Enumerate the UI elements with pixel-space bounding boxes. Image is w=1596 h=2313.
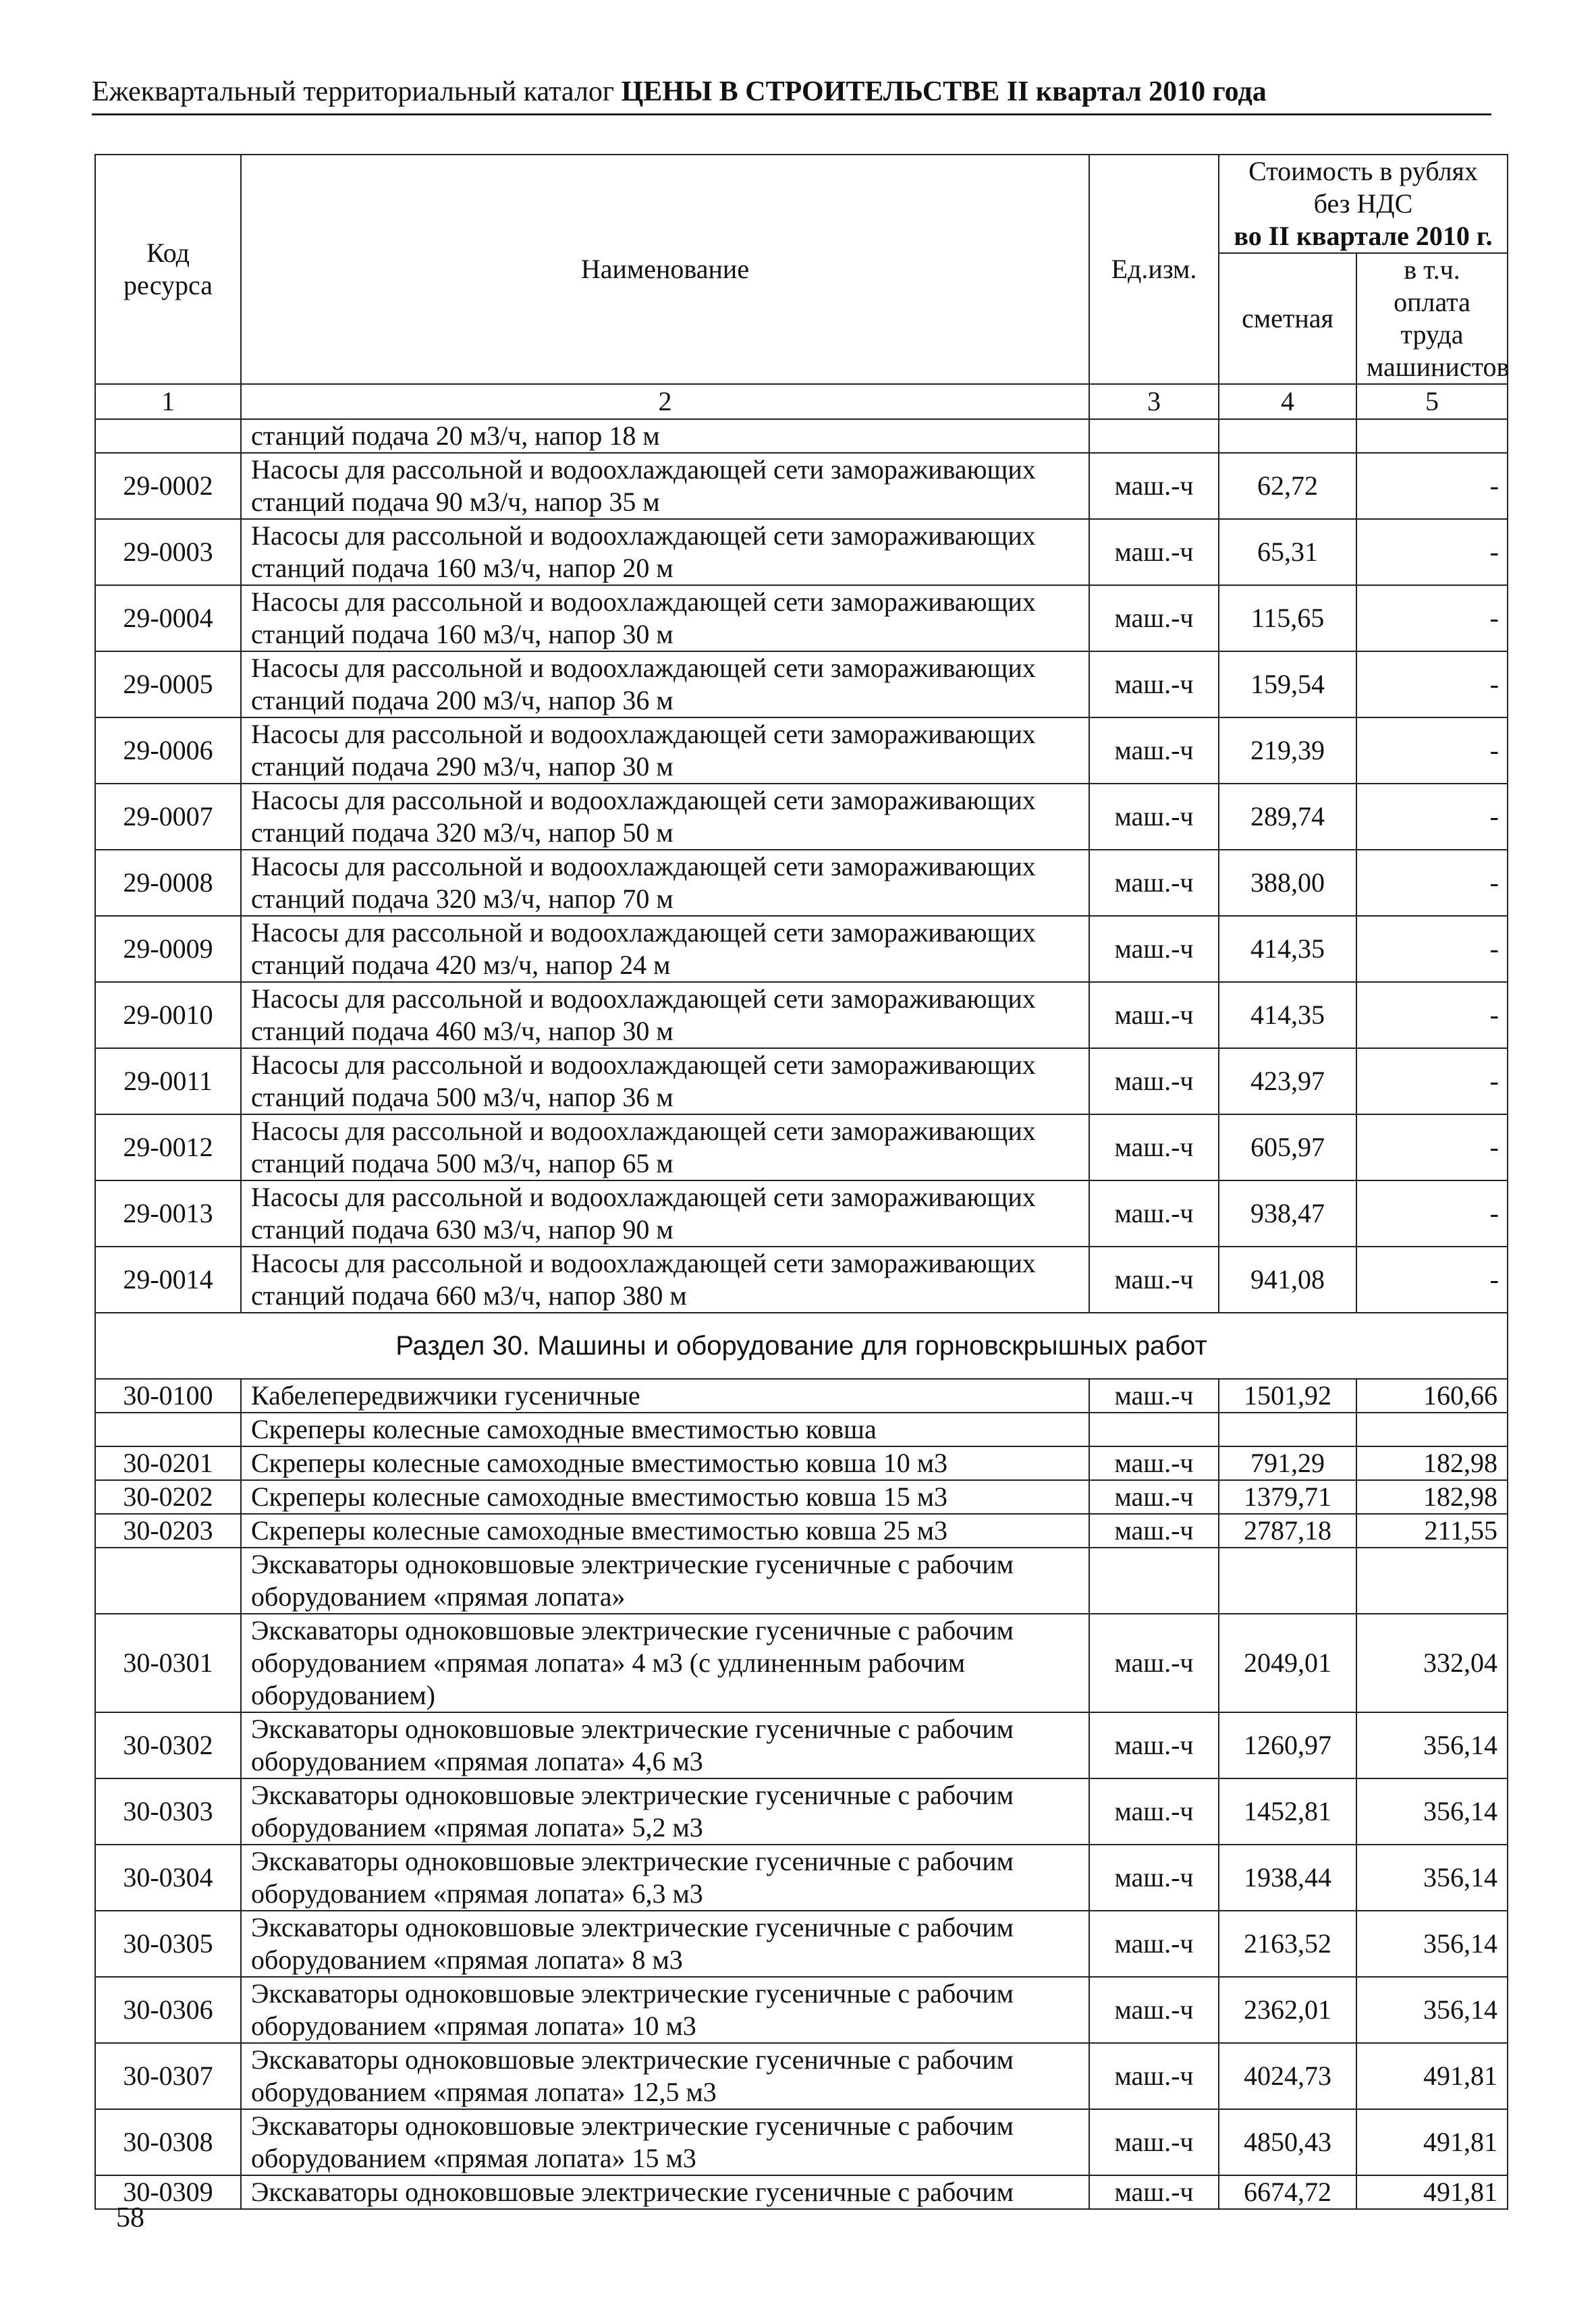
table-row [95, 916, 1508, 982]
row-code [95, 1413, 241, 1446]
row-wage: 356,14 [1356, 1778, 1508, 1845]
row-unit: маш.-ч [1089, 1379, 1219, 1413]
row-name: Насосы для рассольной и водоохлаждающей сети замораживающих станций подача 320 м3/ч, напор 50 м [241, 784, 1089, 850]
row-wage: 491,81 [1356, 2175, 1508, 2209]
row-name: Насосы для рассольной и водоохлаждающей сети замораживающих станций подача 200 м3/ч, напор 36 м [241, 651, 1089, 717]
header-operator-pay: в т.ч. оплата труда машинистов [1356, 253, 1508, 384]
row-code: 30-0100 [95, 1379, 241, 1413]
row-name: Экскаваторы одноковшовые электрические гусеничные с рабочим оборудованием «прямая лопата» [241, 1548, 1089, 1614]
table-row [95, 1911, 1508, 1977]
row-price: 414,35 [1219, 916, 1356, 982]
row-code: 30-0308 [95, 2109, 241, 2175]
table-row [95, 2043, 1508, 2109]
row-price: 65,31 [1219, 519, 1356, 585]
row-unit: маш.-ч [1089, 519, 1219, 585]
row-name: Экскаваторы одноковшовые электрические гусеничные с рабочим оборудованием «прямая лопата» 12,5 м3 [241, 2043, 1089, 2109]
table-row [95, 1413, 1508, 1446]
row-name: Скреперы колесные самоходные вместимостью ковша [241, 1413, 1089, 1446]
table-row [95, 419, 1508, 453]
row-unit: маш.-ч [1089, 1114, 1219, 1180]
table-row [95, 1180, 1508, 1247]
row-name: Насосы для рассольной и водоохлаждающей сети замораживающих станций подача 500 м3/ч, напор 65 м [241, 1114, 1089, 1180]
row-price: 605,97 [1219, 1114, 1356, 1180]
row-price: 791,29 [1219, 1446, 1356, 1480]
header-title: ЦЕНЫ В СТРОИТЕЛЬСТВЕ [621, 76, 1000, 107]
row-name: Насосы для рассольной и водоохлаждающей сети замораживающих станций подача 460 м3/ч, напор 30 м [241, 982, 1089, 1048]
table-row [95, 2109, 1508, 2175]
row-price: 414,35 [1219, 982, 1356, 1048]
row-code: 30-0302 [95, 1712, 241, 1778]
row-price: 941,08 [1219, 1247, 1356, 1313]
page-header [92, 73, 1491, 111]
row-wage [1356, 419, 1508, 453]
row-name: Насосы для рассольной и водоохлаждающей сети замораживающих станций подача 160 м3/ч, напор 20 м [241, 519, 1089, 585]
row-code: 30-0306 [95, 1977, 241, 2043]
row-wage: - [1356, 916, 1508, 982]
row-price: 1379,71 [1219, 1480, 1356, 1514]
row-code: 30-0305 [95, 1911, 241, 1977]
row-price: 1452,81 [1219, 1778, 1356, 1845]
row-name: Насосы для рассольной и водоохлаждающей сети замораживающих станций подача 320 м3/ч, напор 70 м [241, 850, 1089, 916]
table-row [95, 982, 1508, 1048]
row-wage: - [1356, 585, 1508, 651]
section-row [95, 1313, 1508, 1379]
table-row [95, 2175, 1508, 2209]
row-code: 29-0003 [95, 519, 241, 585]
row-code: 29-0002 [95, 453, 241, 519]
column-number: 2 [241, 384, 1089, 419]
row-wage: 356,14 [1356, 1712, 1508, 1778]
header-estimated: сметная [1219, 253, 1356, 384]
row-unit: маш.-ч [1089, 1180, 1219, 1247]
table-row [95, 585, 1508, 651]
row-name: Скреперы колесные самоходные вместимостью ковша 10 м3 [241, 1446, 1089, 1480]
row-unit: маш.-ч [1089, 2109, 1219, 2175]
table-row [95, 453, 1508, 519]
column-number: 5 [1356, 384, 1508, 419]
header-suffix: II квартал 2010 года [1006, 76, 1267, 107]
row-price [1219, 1413, 1356, 1446]
row-code: 29-0006 [95, 717, 241, 784]
table-row [95, 519, 1508, 585]
row-code [95, 1548, 241, 1614]
row-name: Экскаваторы одноковшовые электрические гусеничные с рабочим [241, 2175, 1089, 2209]
row-code: 29-0014 [95, 1247, 241, 1313]
table-row [95, 1379, 1508, 1413]
row-wage: - [1356, 982, 1508, 1048]
row-code: 29-0008 [95, 850, 241, 916]
row-code: 30-0303 [95, 1778, 241, 1845]
row-code: 29-0007 [95, 784, 241, 850]
row-wage: 491,81 [1356, 2109, 1508, 2175]
row-unit: маш.-ч [1089, 850, 1219, 916]
row-unit: маш.-ч [1089, 1446, 1219, 1480]
row-wage: 491,81 [1356, 2043, 1508, 2109]
row-wage: 356,14 [1356, 1977, 1508, 2043]
table-row [95, 651, 1508, 717]
row-price: 62,72 [1219, 453, 1356, 519]
row-price: 159,54 [1219, 651, 1356, 717]
column-number: 1 [95, 384, 241, 419]
row-code: 29-0010 [95, 982, 241, 1048]
row-name: Насосы для рассольной и водоохлаждающей сети замораживающих станций подача 630 м3/ч, напор 90 м [241, 1180, 1089, 1247]
header-cost-period: во II квартале 2010 г. [1234, 221, 1493, 251]
row-price [1219, 419, 1356, 453]
row-wage: - [1356, 784, 1508, 850]
header-cost-group: Стоимость в рублях без НДС [1248, 156, 1478, 219]
row-wage: - [1356, 850, 1508, 916]
row-wage: - [1356, 1114, 1508, 1180]
row-name: Экскаваторы одноковшовые электрические гусеничные с рабочим оборудованием «прямая лопата» 8 м3 [241, 1911, 1089, 1977]
row-price: 423,97 [1219, 1048, 1356, 1114]
row-price: 2049,01 [1219, 1614, 1356, 1712]
header-name: Наименование [241, 155, 1089, 384]
price-table [94, 154, 1508, 2210]
table-row [95, 1446, 1508, 1480]
row-price: 219,39 [1219, 717, 1356, 784]
row-unit: маш.-ч [1089, 1614, 1219, 1712]
row-price: 4024,73 [1219, 2043, 1356, 2109]
row-code: 30-0301 [95, 1614, 241, 1712]
row-wage: 356,14 [1356, 1911, 1508, 1977]
row-unit: маш.-ч [1089, 1845, 1219, 1911]
header-unit: Ед.изм. [1089, 155, 1219, 384]
row-price: 2787,18 [1219, 1514, 1356, 1548]
row-name: Экскаваторы одноковшовые электрические гусеничные с рабочим оборудованием «прямая лопата» 10 м3 [241, 1977, 1089, 2043]
row-code: 29-0012 [95, 1114, 241, 1180]
table-row [95, 850, 1508, 916]
row-code: 29-0005 [95, 651, 241, 717]
row-unit: маш.-ч [1089, 1048, 1219, 1114]
row-unit: маш.-ч [1089, 1247, 1219, 1313]
row-unit: маш.-ч [1089, 982, 1219, 1048]
row-unit: маш.-ч [1089, 1514, 1219, 1548]
header-code: Код ресурса [95, 155, 241, 384]
row-unit: маш.-ч [1089, 717, 1219, 784]
row-code: 30-0201 [95, 1446, 241, 1480]
row-wage: - [1356, 453, 1508, 519]
row-wage [1356, 1548, 1508, 1614]
row-name: Экскаваторы одноковшовые электрические гусеничные с рабочим оборудованием «прямая лопата» 4,6 м3 [241, 1712, 1089, 1778]
table-row [95, 1548, 1508, 1614]
table-row [95, 1977, 1508, 2043]
row-unit: маш.-ч [1089, 1712, 1219, 1778]
row-name: Насосы для рассольной и водоохлаждающей сети замораживающих станций подача 420 мз/ч, напор 24 м [241, 916, 1089, 982]
table-row [95, 1480, 1508, 1514]
row-price: 4850,43 [1219, 2109, 1356, 2175]
row-name: Насосы для рассольной и водоохлаждающей сети замораживающих станций подача 160 м3/ч, напор 30 м [241, 585, 1089, 651]
row-price: 1938,44 [1219, 1845, 1356, 1911]
table-row [95, 784, 1508, 850]
row-wage: - [1356, 1247, 1508, 1313]
row-price: 2362,01 [1219, 1977, 1356, 2043]
row-price: 938,47 [1219, 1180, 1356, 1247]
row-unit: маш.-ч [1089, 1911, 1219, 1977]
row-name: Кабелепередвижчики гусеничные [241, 1379, 1089, 1413]
row-code: 29-0013 [95, 1180, 241, 1247]
row-price: 6674,72 [1219, 2175, 1356, 2209]
section-title: Раздел 30. Машины и оборудование для горновскрышных работ [95, 1313, 1508, 1379]
row-name: Экскаваторы одноковшовые электрические гусеничные с рабочим оборудованием «прямая лопата» 4 м3 (с удлиненным рабочим оборудованием) [241, 1614, 1089, 1712]
table-row [95, 1845, 1508, 1911]
header-prefix: Ежеквартальный территориальный каталог [92, 76, 615, 107]
row-wage: - [1356, 651, 1508, 717]
row-wage: - [1356, 717, 1508, 784]
row-price: 1501,92 [1219, 1379, 1356, 1413]
row-wage: 211,55 [1356, 1514, 1508, 1548]
row-wage: 182,98 [1356, 1446, 1508, 1480]
row-name: Экскаваторы одноковшовые электрические гусеничные с рабочим оборудованием «прямая лопата» 5,2 м3 [241, 1778, 1089, 1845]
table-row [95, 1247, 1508, 1313]
row-unit: маш.-ч [1089, 651, 1219, 717]
row-code [95, 419, 241, 453]
row-unit [1089, 1548, 1219, 1614]
row-wage: 332,04 [1356, 1614, 1508, 1712]
row-price: 2163,52 [1219, 1911, 1356, 1977]
header-rule [92, 113, 1491, 115]
row-code: 29-0011 [95, 1048, 241, 1114]
table-row [95, 1048, 1508, 1114]
row-unit: маш.-ч [1089, 1480, 1219, 1514]
table-row [95, 1712, 1508, 1778]
row-code: 30-0202 [95, 1480, 241, 1514]
row-price [1219, 1548, 1356, 1614]
row-code: 29-0009 [95, 916, 241, 982]
row-wage: - [1356, 519, 1508, 585]
row-name: Насосы для рассольной и водоохлаждающей сети замораживающих станций подача 90 м3/ч, напор 35 м [241, 453, 1089, 519]
column-number-row [95, 384, 1508, 419]
row-price: 388,00 [1219, 850, 1356, 916]
row-name: Скреперы колесные самоходные вместимостью ковша 25 м3 [241, 1514, 1089, 1548]
row-name: Скреперы колесные самоходные вместимостью ковша 15 м3 [241, 1480, 1089, 1514]
row-wage: - [1356, 1180, 1508, 1247]
row-wage: 160,66 [1356, 1379, 1508, 1413]
row-code: 29-0004 [95, 585, 241, 651]
row-unit [1089, 1413, 1219, 1446]
page-number: 58 [116, 2202, 144, 2233]
row-unit: маш.-ч [1089, 2175, 1219, 2209]
row-wage: 182,98 [1356, 1480, 1508, 1514]
row-unit: маш.-ч [1089, 453, 1219, 519]
row-name: Насосы для рассольной и водоохлаждающей сети замораживающих станций подача 660 м3/ч, напор 380 м [241, 1247, 1089, 1313]
row-name: Экскаваторы одноковшовые электрические гусеничные с рабочим оборудованием «прямая лопата» 6,3 м3 [241, 1845, 1089, 1911]
row-unit: маш.-ч [1089, 2043, 1219, 2109]
row-unit: маш.-ч [1089, 585, 1219, 651]
table-row [95, 1514, 1508, 1548]
row-name: Экскаваторы одноковшовые электрические гусеничные с рабочим оборудованием «прямая лопата» 15 м3 [241, 2109, 1089, 2175]
row-code: 30-0309 [95, 2175, 241, 2209]
table-row [95, 1614, 1508, 1712]
table-row [95, 1778, 1508, 1845]
table-row [95, 717, 1508, 784]
column-number: 4 [1219, 384, 1356, 419]
row-price: 289,74 [1219, 784, 1356, 850]
row-price: 1260,97 [1219, 1712, 1356, 1778]
row-name: Насосы для рассольной и водоохлаждающей сети замораживающих станций подача 290 м3/ч, напор 30 м [241, 717, 1089, 784]
row-name: станций подача 20 м3/ч, напор 18 м [241, 419, 1089, 453]
row-wage: - [1356, 1048, 1508, 1114]
row-wage: 356,14 [1356, 1845, 1508, 1911]
row-wage [1356, 1413, 1508, 1446]
row-code: 30-0304 [95, 1845, 241, 1911]
column-number: 3 [1089, 384, 1219, 419]
row-name: Насосы для рассольной и водоохлаждающей сети замораживающих станций подача 500 м3/ч, напор 36 м [241, 1048, 1089, 1114]
row-code: 30-0203 [95, 1514, 241, 1548]
row-unit: маш.-ч [1089, 1977, 1219, 2043]
row-unit: маш.-ч [1089, 1778, 1219, 1845]
row-unit: маш.-ч [1089, 916, 1219, 982]
row-price: 115,65 [1219, 585, 1356, 651]
row-code: 30-0307 [95, 2043, 241, 2109]
header-cost [1219, 155, 1508, 253]
row-unit: маш.-ч [1089, 784, 1219, 850]
row-unit [1089, 419, 1219, 453]
table-row [95, 1114, 1508, 1180]
